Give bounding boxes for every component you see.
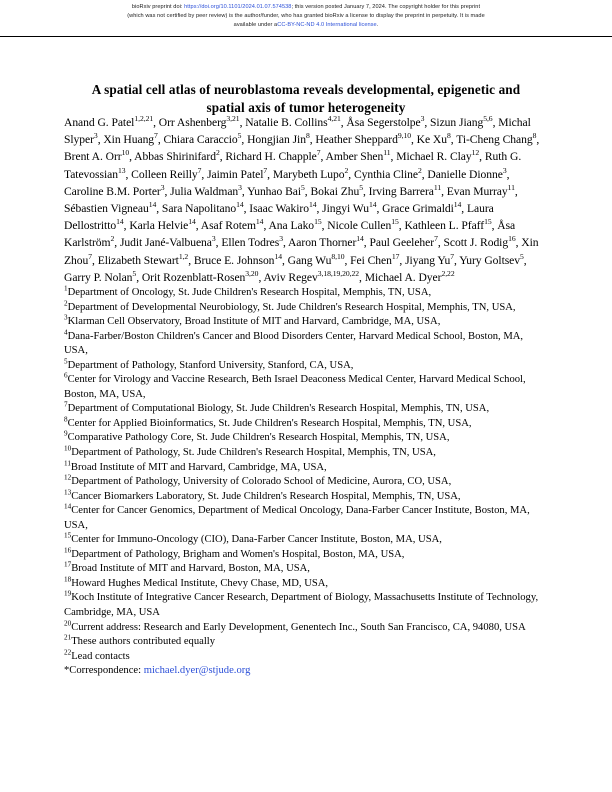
affiliation-index: 7	[64, 400, 68, 409]
license-suffix: .	[376, 22, 379, 29]
affiliation-text: Department of Pathology, Brigham and Women's Hospital, Boston, MA, USA,	[71, 548, 405, 560]
affiliation-text: Department of Developmental Neurobiology, St. Jude Children's Research Hospital, Memphis, TN, USA,	[67, 301, 516, 313]
affiliation-item	[64, 533, 544, 548]
title-line-1: A spatial cell atlas of neuroblastoma reveals developmental, epigenetic and	[91, 81, 521, 97]
affiliation-index: 11	[64, 459, 71, 468]
affiliation-text: Dana-Farber/Boston Children's Cancer and Blood Disorders Center, Harvard Medical School, Boston, MA, USA,	[64, 330, 524, 357]
affiliation-text: Department of Pathology, St. Jude Children's Research Hospital, Memphis, TN, USA,	[71, 447, 436, 459]
affiliation-item	[64, 548, 544, 563]
affiliation-index: 9	[64, 429, 68, 438]
affiliation-index: 2	[64, 299, 68, 308]
affiliation-item	[64, 650, 544, 665]
affiliation-index: 15	[64, 531, 72, 540]
affiliation-text: Howard Hughes Medical Institute, Chevy Chase, MD, USA,	[71, 577, 329, 589]
affiliation-index: 1	[64, 284, 68, 293]
affiliation-text: Department of Pathology, University of Colorado School of Medicine, Aurora, CO, USA,	[71, 476, 452, 488]
correspondence-label: *Correspondence:	[64, 665, 144, 677]
affiliation-index: 5	[64, 357, 68, 366]
affiliation-text: Lead contacts	[71, 650, 130, 662]
affiliation-item	[64, 562, 544, 577]
affiliation-text: Koch Institute of Integrative Cancer Research, Department of Biology, Massachusetts Institute of Technology, Cambridge, MA, USA	[64, 592, 539, 619]
affiliation-item	[64, 635, 544, 650]
correspondence-email-link[interactable]: michael.dyer@stjude.org	[143, 665, 251, 677]
affiliation-text: Center for Cancer Genomics, Department of Medical Oncology, Dana-Farber Cancer Institute, Boston, MA, USA,	[64, 505, 530, 531]
affiliation-item	[64, 577, 544, 592]
affiliation-index: 17	[64, 560, 72, 569]
affiliation-text: Center for Applied Bioinformatics, St. Jude Children's Research Hospital, Memphis, TN, USA,	[67, 417, 472, 429]
affiliation-text: Broad Institute of MIT and Harvard, Cambridge, MA, USA,	[70, 461, 327, 473]
affiliation-text: These authors contributed equally	[71, 636, 216, 648]
affiliation-index: 16	[64, 546, 72, 555]
affiliation-index: 18	[64, 575, 72, 584]
doi-link[interactable]: https://doi.org/10.1101/2024.01.07.574538	[184, 4, 292, 10]
affiliation-item	[64, 359, 544, 374]
affiliation-index: 22	[64, 648, 72, 657]
affiliation-index: 12	[64, 473, 72, 482]
affiliation-text: Department of Pathology, Stanford University, Stanford, CA, USA,	[67, 359, 354, 371]
affiliation-index: 3	[64, 313, 68, 322]
banner-line-doi	[56, 3, 556, 12]
affiliation-item	[64, 431, 544, 446]
affiliation-text: Klarman Cell Observatory, Broad Institute of MIT and Harvard, Cambridge, MA, USA,	[67, 316, 441, 328]
affiliation-index: 10	[64, 444, 72, 453]
affiliation-index: 14	[64, 502, 72, 511]
correspondence-line	[64, 664, 544, 679]
affiliation-item	[64, 315, 544, 330]
affiliation-item	[64, 402, 544, 417]
affiliation-text: Department of Computational Biology, St. Jude Children's Research Hospital, Memphis, TN, USA,	[67, 403, 490, 415]
banner-line-disclaimer: (which was not certified by peer review) is the author/funder, who has granted bioRxiv a license to display the preprint in perpetuity. It is made	[127, 13, 485, 20]
affiliation-item	[64, 490, 544, 505]
affiliation-index: 21	[64, 633, 72, 642]
affiliation-item	[64, 461, 544, 476]
affiliation-text: Broad Institute of MIT and Harvard, Boston, MA, USA,	[71, 563, 310, 575]
title-line-2: spatial axis of tumor heterogeneity	[206, 99, 406, 115]
affiliation-text: Department of Oncology, St. Jude Children's Research Hospital, Memphis, TN, USA,	[67, 287, 432, 298]
affiliation-item	[64, 417, 544, 432]
affiliation-item	[64, 286, 544, 301]
affiliation-text: Current address: Research and Early Development, Genentech Inc., South San Francisco, CA, 94080, USA	[71, 621, 526, 633]
banner-line-license	[56, 21, 556, 30]
license-link[interactable]: CC-BY-NC-ND 4.0 International license	[277, 22, 377, 29]
affiliation-list	[64, 286, 544, 679]
author-list: Anand G. Patel$^{1,2,21}$, Orr Ashenberg$^{3,21}$, Natalie B. Collins$^{4,21}$, Åsa Segerstolpe$^3$, Sizun Jiang$^{5,6}$, Michal Slyper$^3$, Xin Huang$^7$, Chiara Caraccio$^5$, Hongjian Jin$^8$, Heather Sheppard$^{9,10}$, Ke Xu$^8$, Ti-Cheng Chang$^8$, Brent A. Orr$^{10}$, Abbas Shirinifard$^2$, Richard H. Chapple$^7$, Amber Shen$^{11}$, Michael R. Clay$^{12}$, Ruth G. Tatevossian$^{13}$, Colleen Reilly$^7$, Jaimin Patel$^7$, Marybeth Lupo$^2$, Cynthia Cline$^2$, Danielle Dionne$^3$, Caroline B.M. Porter$^3$, Julia Waldman$^3$, Yunhao Bai$^5$, Bokai Zhu$^5$, Irving Barrera$^{11}$, Evan Murray$^{11}$, Sébastien Vigneau$^{14}$, Sara Napolitano$^{14}$, Isaac Wakiro$^{14}$, Jingyi Wu$^{14}$, Grace Grimaldi$^{14}$, Laura Dellostritto$^{14}$, Karla Helvie$^{14}$, Asaf Rotem$^{14}$, Ana Lako$^{15}$, Nicole Cullen$^{15}$, Kathleen L. Pfaff$^{15}$, Åsa Karlström$^2$, Judit Jané-Valbuena$^3$, Ellen Todres$^3$, Aaron Thorner$^{14}$, Paul Geeleher$^7$, Scott J. Rodig$^{16}$, Xin Zhou$^7$, Elizabeth Stewart$^{1,2}$, Bruce E. Johnson$^{14}$, Gang Wu$^{8,10}$, Fei Chen$^{17}$, Jiyang Yu$^7$, Yury Goltsev$^5$, Garry P. Nolan$^5$, Orit Rozenblatt-Rosen$^{3,20}$, Aviv Regev$^{3,18,19,20,22}$, Michael A. Dyer$^{2,22}$	[64, 114, 540, 284]
affiliation-text: Cancer Biomarkers Laboratory, St. Jude Children's Research Hospital, Memphis, TN, USA,	[71, 490, 461, 502]
affiliation-index: 20	[64, 619, 72, 628]
affiliation-index: 19	[64, 589, 72, 598]
banner-doi-suffix: ; this version posted January 7, 2024. The copyright holder for this preprint	[291, 4, 481, 10]
affiliation-text: Center for Virology and Vaccine Research, Beth Israel Deaconess Medical Center, Harvard Medical School, Boston, MA, USA,	[64, 374, 526, 400]
banner-doi-prefix: bioRxiv preprint doi:	[131, 4, 185, 10]
affiliation-item	[64, 330, 544, 359]
affiliation-index: 13	[64, 488, 72, 497]
biorxiv-license-banner	[56, 3, 556, 31]
affiliation-index: 4	[64, 328, 68, 337]
page-title	[74, 81, 538, 117]
affiliation-index: 8	[64, 415, 68, 424]
affiliation-text: Center for Immuno-Oncology (CIO), Dana-Farber Cancer Institute, Boston, MA, USA,	[71, 534, 442, 546]
affiliation-item	[64, 446, 544, 461]
affiliation-item	[64, 504, 544, 533]
header-divider	[0, 36, 612, 37]
affiliation-text: Comparative Pathology Core, St. Jude Children's Research Hospital, Memphis, TN, USA,	[67, 432, 450, 444]
affiliation-item	[64, 591, 544, 620]
license-prefix: available under a	[233, 22, 278, 29]
affiliation-item	[64, 301, 544, 316]
affiliation-item	[64, 373, 544, 402]
affiliation-item	[64, 475, 544, 490]
affiliation-index: 6	[64, 371, 68, 380]
affiliation-item	[64, 621, 544, 636]
